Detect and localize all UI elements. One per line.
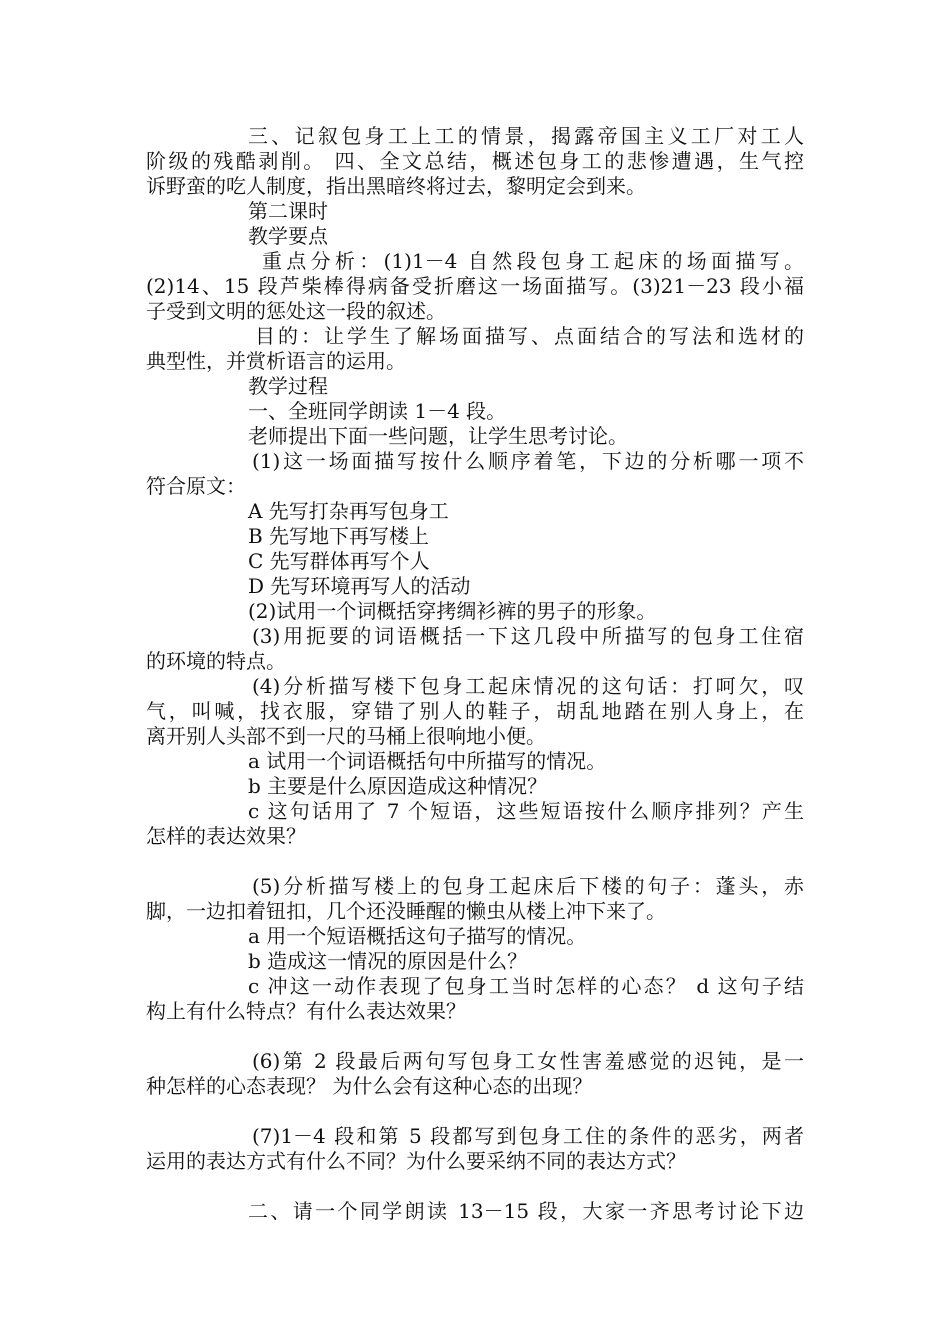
paragraph-line: 老师提出下面一些问题，让学生思考讨论。 <box>248 424 628 448</box>
subquestion-line: a 试用一个词语概括句中所描写的情况。 <box>248 749 607 773</box>
question-line: (3)用扼要的词语概括一下这几段中所描写的包身工住宿 <box>252 624 804 648</box>
section-heading: 教学过程 <box>248 374 328 398</box>
question-line: 离开别人头部不到一尺的马桶上很响地小便。 <box>146 724 546 748</box>
option-line: C 先写群体再写个人 <box>248 549 430 573</box>
question-line: (7)1－4 段和第 5 段都写到包身工住的条件的恶劣，两者 <box>252 1124 804 1148</box>
question-line: (4)分析描写楼下包身工起床情况的这句话：打呵欠，叹 <box>252 674 804 698</box>
option-line: B 先写地下再写楼上 <box>248 524 430 548</box>
question-line: 脚，一边扣着钮扣，几个还没睡醒的懒虫从楼上冲下来了。 <box>146 899 666 923</box>
paragraph-line: 三、记叙包身工上工的情景，揭露帝国主义工厂对工人 <box>248 124 804 148</box>
paragraph-line: 典型性，并赏析语言的运用。 <box>146 349 406 373</box>
question-line: (5)分析描写楼上的包身工起床后下楼的句子：蓬头，赤 <box>252 874 804 898</box>
question-line: 种怎样的心态表现？ 为什么会有这种心态的出现？ <box>146 1074 593 1098</box>
paragraph-line: 二、请一个同学朗读 13－15 段，大家一齐思考讨论下边 <box>248 1199 804 1223</box>
section-heading: 第二课时 <box>248 199 328 223</box>
subquestion-line: 怎样的表达效果？ <box>146 824 306 848</box>
paragraph-line: 阶级的残酷剥削。 四、全文总结，概述包身工的悲惨遭遇，生气控 <box>146 149 804 173</box>
subquestion-line: c 这句话用了 7 个短语，这些短语按什么顺序排列？产生 <box>248 799 804 823</box>
question-line: 的环境的特点。 <box>146 649 286 673</box>
paragraph-line: 重点分析：(1)1－4 自然段包身工起床的场面描写。 <box>262 249 804 273</box>
question-line: (1)这一场面描写按什么顺序着笔，下边的分析哪一项不 <box>252 449 804 473</box>
subquestion-line: b 主要是什么原因造成这种情况？ <box>248 774 548 798</box>
option-line: A 先写打杂再写包身工 <box>248 499 449 523</box>
subquestion-line: 构上有什么特点？有什么表达效果？ <box>146 999 466 1023</box>
subquestion-line: c 冲这一动作表现了包身工当时怎样的心态？ d 这句子结 <box>248 974 804 998</box>
question-line: 气，叫喊，找衣服，穿错了别人的鞋子，胡乱地踏在别人身上，在 <box>146 699 804 723</box>
question-line: (6)第 2 段最后两句写包身工女性害羞感觉的迟钝，是一 <box>252 1049 804 1073</box>
paragraph-line: 诉野蛮的吃人制度，指出黑暗终将过去，黎明定会到来。 <box>146 174 646 198</box>
section-heading: 教学要点 <box>248 224 328 248</box>
subquestion-line: b 造成这一情况的原因是什么？ <box>248 949 528 973</box>
paragraph-line: 目的：让学生了解场面描写、点面结合的写法和选材的 <box>255 324 804 348</box>
paragraph-line: 一、全班同学朗读 1－4 段。 <box>248 399 507 423</box>
question-line: 运用的表达方式有什么不同？为什么要采纳不同的表达方式？ <box>146 1149 686 1173</box>
question-line: (2)试用一个词概括穿拷绸衫裤的男子的形象。 <box>248 599 657 623</box>
paragraph-line: (2)14、15 段芦柴棒得病备受折磨这一场面描写。(3)21－23 段小福 <box>146 274 804 298</box>
question-line: 符合原文： <box>146 474 246 498</box>
paragraph-line: 子受到文明的惩处这一段的叙述。 <box>146 299 446 323</box>
subquestion-line: a 用一个短语概括这句子描写的情况。 <box>248 924 587 948</box>
option-line: D 先写环境再写人的活动 <box>248 574 471 598</box>
